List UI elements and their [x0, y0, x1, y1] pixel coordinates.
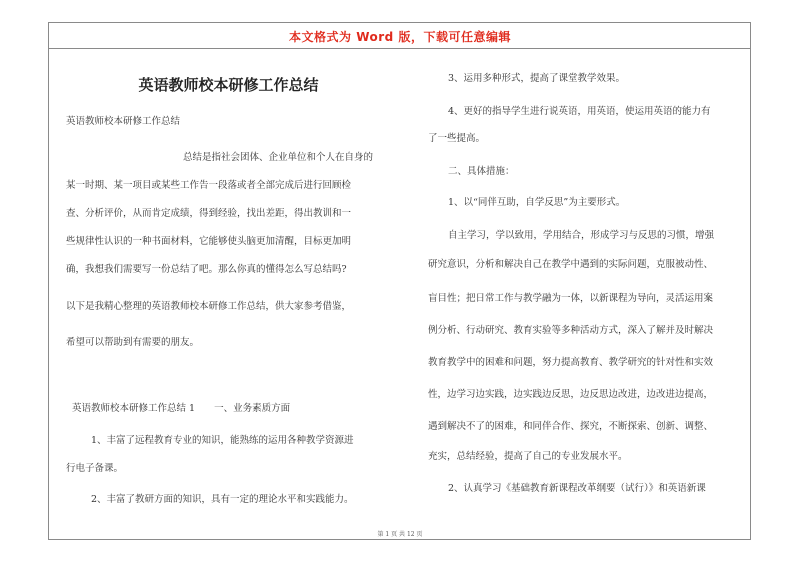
intro-line: 以下是我精心整理的英语教师校本研修工作总结，供大家参考借鉴，: [66, 301, 352, 312]
list-item: 4、更好的指导学生进行说英语，用英语，使运用英语的能力有: [448, 106, 711, 117]
body-line: 教育教学中的困难和问题，努力提高教育、教学研究的针对性和实效: [428, 357, 714, 368]
body-line: 性，边学习边实践，边实践边反思，边反思边改进，边改进边提高，: [428, 389, 714, 400]
body-line: 盲目性；把日常工作与教学融为一体，以新课程为导向，灵活运用案: [428, 293, 714, 304]
intro-line: 些规律性认识的一种书面材料，它能够使头脑更加清醒，目标更加明: [66, 236, 352, 247]
list-item-continuation: 行电子备课。: [66, 463, 124, 474]
page-number-footer: 第 1 页 共 12 页: [377, 531, 423, 538]
left-subtitle: 英语教师校本研修工作总结: [66, 116, 181, 127]
intro-line: 查、分析评价，从而肯定成绩，得到经验，找出差距，得出教训和一: [66, 208, 352, 219]
list-item: 2、丰富了教研方面的知识，具有一定的理论水平和实践能力。: [91, 494, 354, 505]
list-item: 1、丰富了远程教育专业的知识，能熟练的运用各种教学资源进: [91, 435, 354, 446]
measures-heading: 二、具体措施：: [448, 166, 515, 177]
body-line: 例分析、行动研究、教育实验等多种活动方式，深入了解并及时解决: [428, 325, 714, 336]
intro-line: 希望可以帮助到有需要的朋友。: [66, 337, 200, 348]
intro-line: 确，我想我们需要写一份总结了吧。那么你真的懂得怎么写总结吗?: [66, 264, 347, 275]
body-line: 研究意识，分析和解决自己在教学中遇到的实际问题，克服被动性、: [428, 259, 714, 270]
intro-line: 某一时期、某一项目或某些工作告一段落或者全部完成后进行回顾检: [66, 180, 352, 191]
banner-divider: [48, 48, 751, 49]
list-item: 2、认真学习《基础教育新课程改革纲要（试行）》和英语新课: [448, 483, 706, 494]
body-line: 自主学习，学以致用，学用结合，形成学习与反思的习惯，增强: [448, 230, 715, 241]
section-heading: 英语教师校本研修工作总结 1 一、业务素质方面: [72, 403, 291, 414]
intro-line: 总结是指社会团体、企业单位和个人在自身的: [183, 152, 374, 163]
document-title: 英语教师校本研修工作总结: [138, 76, 319, 94]
list-item: 3、运用多种形式，提高了课堂教学效果。: [448, 73, 626, 84]
list-item-continuation: 了一些提高。: [428, 133, 486, 144]
body-line: 遇到解决不了的困难，和同伴合作、探究，不断探索、创新、调整、: [428, 421, 714, 432]
list-item: 1、以“同伴互助，自学反思”为主要形式。: [448, 197, 626, 208]
page-frame: [48, 22, 751, 540]
body-line: 充实，总结经验，提高了自己的专业发展水平。: [428, 451, 628, 462]
word-version-banner: 本文格式为 Word 版，下载可任意编辑: [289, 30, 511, 44]
